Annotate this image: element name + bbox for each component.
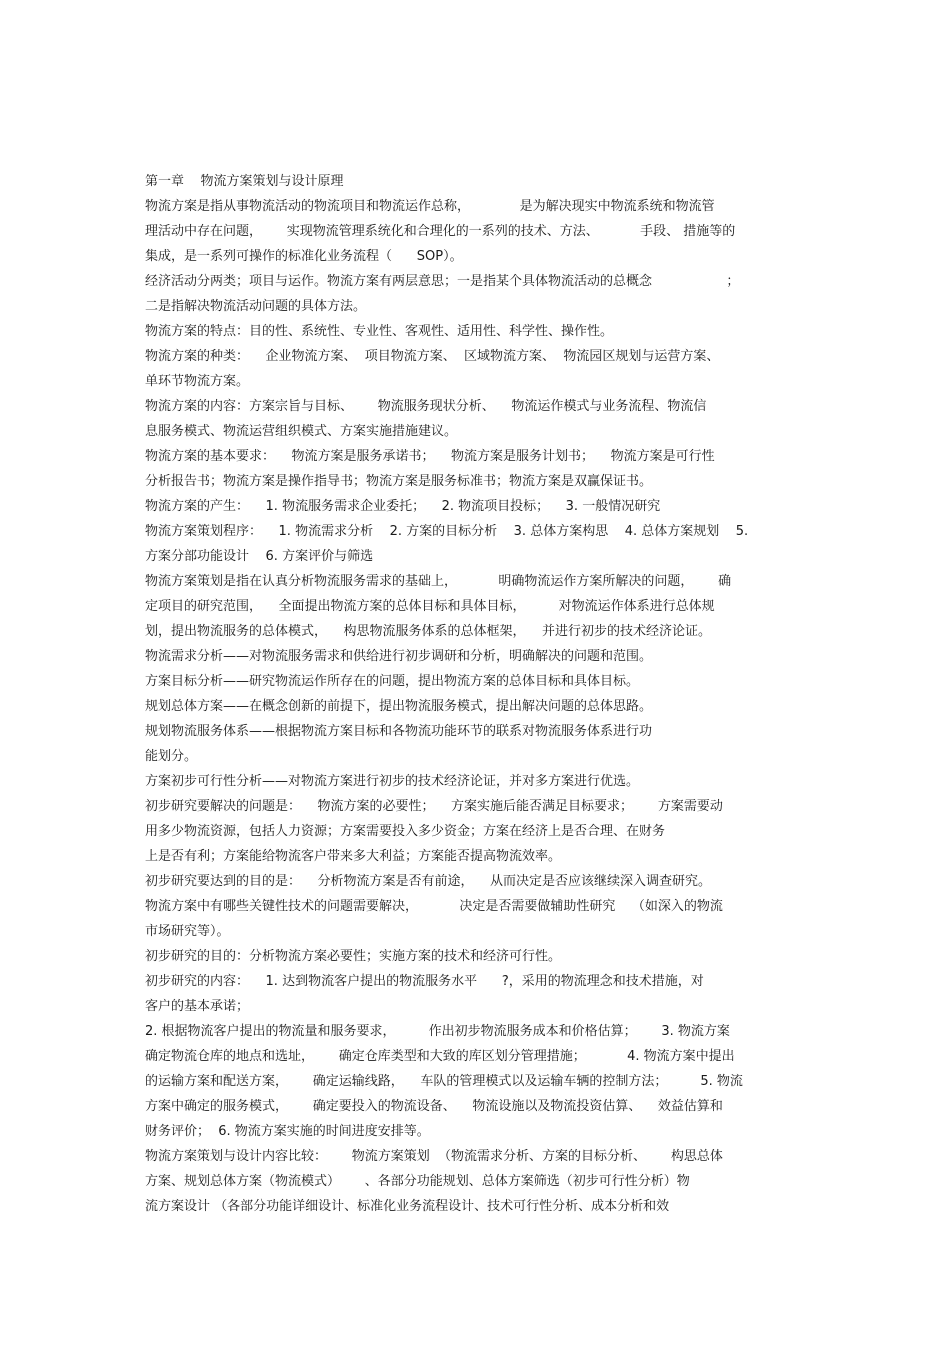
text-line: 划，提出物流服务的总体模式， 构思物流服务体系的总体框架， 并进行初步的技术经济论证。 (145, 624, 712, 639)
text-line: 初步研究要达到的目的是： 分析物流方案是否有前途， 从而决定是否应该继续深入调查研究。 (145, 874, 712, 889)
text-line: 方案中确定的服务模式， 确定要投入的物流设备、 物流设施以及物流投资估算、 效益估算和 (145, 1099, 723, 1114)
text-line: 二是指解决物流活动问题的具体方法。 (145, 299, 367, 314)
text-line: 确定物流仓库的地点和选址， 确定仓库类型和大致的库区划分管理措施； 4. 物流方案中提出 (145, 1049, 735, 1064)
text-line: 用多少物流资源，包括人力资源；方案需要投入多少资金；方案在经济上是否合理、在财务 (145, 824, 666, 839)
chapter-title: 第一章 物流方案策划与设计原理 (145, 174, 344, 189)
text-line: 规划总体方案——在概念创新的前提下，提出物流服务模式，提出解决问题的总体思路。 (145, 699, 653, 714)
text-line: 规划物流服务体系——根据物流方案目标和各物流功能环节的联系对物流服务体系进行功 (145, 724, 653, 739)
text-line: 初步研究的目的：分析物流方案必要性；实施方案的技术和经济可行性。 (145, 949, 562, 964)
text-line: 物流方案的内容：方案宗旨与目标、 物流服务现状分析、 物流运作模式与业务流程、物流信 (145, 399, 707, 414)
document-body (145, 194, 810, 1219)
text-line: 的运输方案和配送方案， 确定运输线路， 车队的管理模式以及运输车辆的控制方法； 5. 物流 (145, 1074, 743, 1089)
text-line: 初步研究要解决的问题是： 物流方案的必要性； 方案实施后能否满足目标要求； 方案需要动 (145, 799, 723, 814)
text-line: 流方案设计 （各部分功能详细设计、标准化业务流程设计、技术可行性分析、成本分析和效 (145, 1199, 670, 1214)
text-line: 物流方案的特点：目的性、系统性、专业性、客观性、适用性、科学性、操作性。 (145, 324, 614, 339)
text-line: 理活动中存在问题， 实现物流管理系统化和合理化的一系列的技术、方法、 手段、 措施等的 (145, 224, 736, 239)
text-line: 物流方案策划是指在认真分析物流服务需求的基础上， 明确物流运作方案所解决的问题， 确 (145, 574, 732, 589)
text-line: 物流方案策划与设计内容比较： 物流方案策划 （物流需求分析、方案的目标分析、 构思总体 (145, 1149, 723, 1164)
text-line: 物流方案的种类： 企业物流方案、 项目物流方案、 区域物流方案、 物流园区规划与运营方案、 (145, 349, 720, 364)
text-line: 物流方案是指从事物流活动的物流项目和物流运作总称， 是为解决现实中物流系统和物流管 (145, 199, 715, 214)
text-line: 财务评价； 6. 物流方案实施的时间进度安排等。 (145, 1124, 430, 1139)
text-line: 物流方案策划程序： 1. 物流需求分析 2. 方案的目标分析 3. 总体方案构思 4. 总体方案规划 5. (145, 524, 749, 539)
text-line: 方案、规划总体方案（物流模式） 、各部分功能规划、总体方案筛选（初步可行性分析）物 (145, 1174, 690, 1189)
text-line: 初步研究的内容： 1. 达到物流客户提出的物流服务水平 ?，采用的物流理念和技术措施，对 (145, 974, 704, 989)
text-line: 物流需求分析——对物流服务需求和供给进行初步调研和分析，明确解决的问题和范围。 (145, 649, 653, 664)
text-line: 能划分。 (145, 749, 198, 764)
text-line: 客户的基本承诺； (145, 999, 250, 1014)
text-line: 物流方案的基本要求： 物流方案是服务承诺书； 物流方案是服务计划书； 物流方案是可行性 (145, 449, 715, 464)
text-line: 2. 根据物流客户提出的物流量和服务要求， 作出初步物流服务成本和价格估算； 3. 物流方案 (145, 1024, 730, 1039)
text-line: 物流方案的产生： 1. 物流服务需求企业委托； 2. 物流项目投标； 3. 一般情况研究 (145, 499, 661, 514)
text-line: 方案分部功能设计 6. 方案评价与筛选 (145, 549, 374, 564)
document-page (145, 169, 810, 1219)
text-line: 物流方案中有哪些关键性技术的问题需要解决， 决定是否需要做辅助性研究 （如深入的物流 (145, 899, 723, 914)
text-line: 分析报告书；物流方案是操作指导书；物流方案是服务标准书；物流方案是双赢保证书。 (145, 474, 653, 489)
text-line: 集成，是一系列可操作的标准化业务流程（ SOP）。 (145, 249, 463, 264)
text-line: 市场研究等）。 (145, 924, 230, 939)
text-line: 方案初步可行性分析——对物流方案进行初步的技术经济论证，并对多方案进行优选。 (145, 774, 640, 789)
text-line: 上是否有利；方案能给物流客户带来多大利益；方案能否提高物流效率。 (145, 849, 562, 864)
text-line: 定项目的研究范围， 全面提出物流方案的总体目标和具体目标， 对物流运作体系进行总体规 (145, 599, 715, 614)
text-line: 单环节物流方案。 (145, 374, 250, 389)
text-line: 息服务模式、物流运营组织模式、方案实施措施建议。 (145, 424, 458, 439)
text-line: 方案目标分析——研究物流运作所存在的问题，提出物流方案的总体目标和具体目标。 (145, 674, 640, 689)
text-line: 经济活动分两类；项目与运作。物流方案有两层意思；一是指某个具体物流活动的总概念 ； (145, 274, 740, 289)
